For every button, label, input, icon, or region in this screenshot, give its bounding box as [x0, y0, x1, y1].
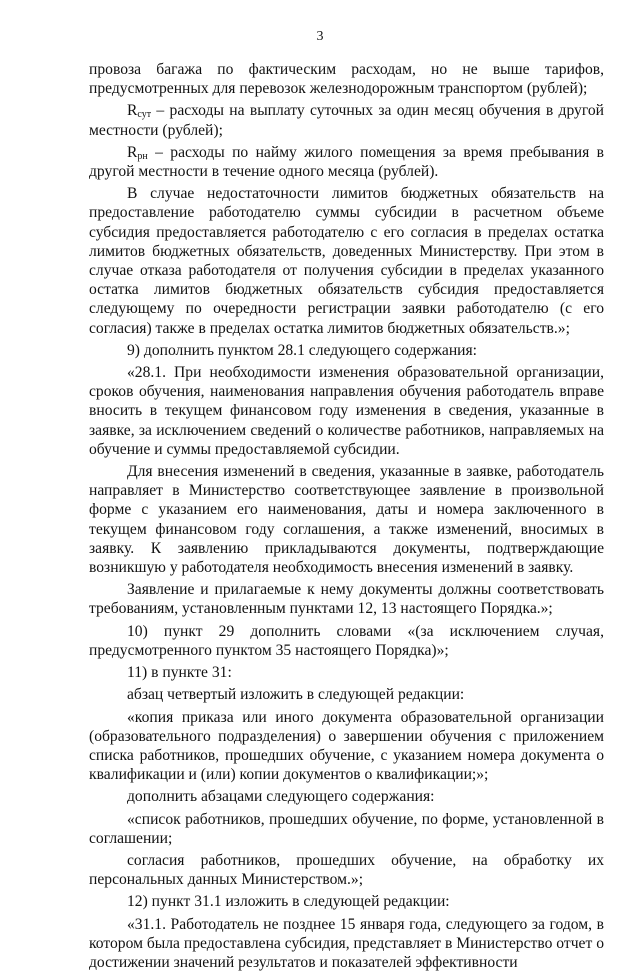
- text-run: R: [127, 102, 138, 120]
- text-run: R: [127, 143, 138, 161]
- text-run: Заявление и прилагаемые к нему документы должны соответствовать требованиям, установленным пунктами 12, 13 настоящего Порядка.»;: [89, 581, 604, 618]
- text-run: «31.1. Работодатель не позднее 15 января года, следующего за годом, в котором была предоставлена субсидия, представляет в Министерство отчет о достижении значений результатов и показателей эффективности: [89, 915, 604, 971]
- text-run: провоза багажа по фактическим расходам, но не выше тарифов, предусмотренных для перевозок железнодорожным транспортом (рублей);: [89, 61, 604, 98]
- page-number: 3: [316, 29, 324, 44]
- paragraph: [89, 363, 604, 459]
- paragraph: [89, 851, 604, 889]
- subscript: сут: [137, 109, 152, 121]
- paragraph: [89, 622, 604, 660]
- text-run: 12) пункт 31.1 изложить в следующей редакции:: [127, 893, 450, 911]
- text-run: – расходы по найму жилого помещения за время пребывания в другой местности в течение одного месяца (рублей).: [89, 143, 604, 181]
- document-body: [89, 60, 604, 975]
- paragraph: [89, 341, 604, 360]
- paragraph: [89, 184, 604, 338]
- text-run: «28.1. При необходимости изменения образовательной организации, сроков обучения, наименования направления обучения работодатель вправе вносить в текущем финансовом году изменения в сведения, указанные в заявке, за исключением сведений о количестве работников, направляемых на обучение и суммы предоставляемой субсидии.: [89, 364, 604, 458]
- text-run: 10) пункт 29 дополнить словами «(за исключением случая, предусмотренного пунктом 35 настоящего Порядка)»;: [89, 622, 604, 659]
- text-run: 11) в пункте 31:: [127, 664, 232, 682]
- subscript: рн: [137, 150, 148, 162]
- paragraph: [89, 787, 604, 806]
- text-run: «копия приказа или иного документа образовательной организации (образовательного подразделения) о завершении обучения с приложением списка работников, прошедших обучение, с указанием номера документа о квалификации и (или) копии документов о квалификации;»;: [89, 708, 604, 784]
- paragraph: [89, 892, 604, 911]
- paragraph: [89, 101, 604, 139]
- text-run: – расходы на выплату суточных за один месяц обучения в другой местности (рублей);: [89, 102, 604, 139]
- paragraph: [89, 685, 604, 704]
- paragraph: [89, 810, 604, 848]
- paragraph: [89, 580, 604, 618]
- paragraph: [89, 708, 604, 785]
- paragraph: [89, 663, 604, 682]
- text-run: «список работников, прошедших обучение, по форме, установленной в соглашении;: [89, 810, 604, 847]
- text-run: В случае недостаточности лимитов бюджетных обязательств на предоставление работодателю суммы субсидии в расчетном объеме субсидия предоставляется работодателю с его согласия в пределах остатка лимитов бюджетных обязательств, доведенных Министерству. При этом в случае отказа работодателя от получения субсидии в пределах указанного остатка лимитов бюджетных обязательств субсидия предоставляется следующему по очередности регистрации заявки работодателю (с его согласия) также в пределах остатка лимитов бюджетных обязательств.»;: [89, 185, 604, 337]
- text-run: абзац четвертый изложить в следующей редакции:: [127, 686, 465, 704]
- paragraph: [89, 60, 604, 98]
- text-run: согласия работников, прошедших обучение, на обработку их персональных данных Министерством.»;: [89, 851, 604, 889]
- text-run: Для внесения изменений в сведения, указанные в заявке, работодатель направляет в Министерство соответствующее заявление в произвольной форме с указанием его наименования, даты и номера заключенного в текущем финансовом году соглашения, а также изменений, вносимых в заявку. К заявлению прикладываются документы, подтверждающие возникшую у работодателя необходимость внесения изменений в заявку.: [89, 463, 604, 577]
- text-run: 9) дополнить пунктом 28.1 следующего содержания:: [127, 341, 478, 359]
- paragraph: [89, 143, 604, 181]
- text-run: дополнить абзацами следующего содержания:: [127, 788, 435, 806]
- paragraph: [89, 915, 604, 973]
- paragraph: [89, 462, 604, 577]
